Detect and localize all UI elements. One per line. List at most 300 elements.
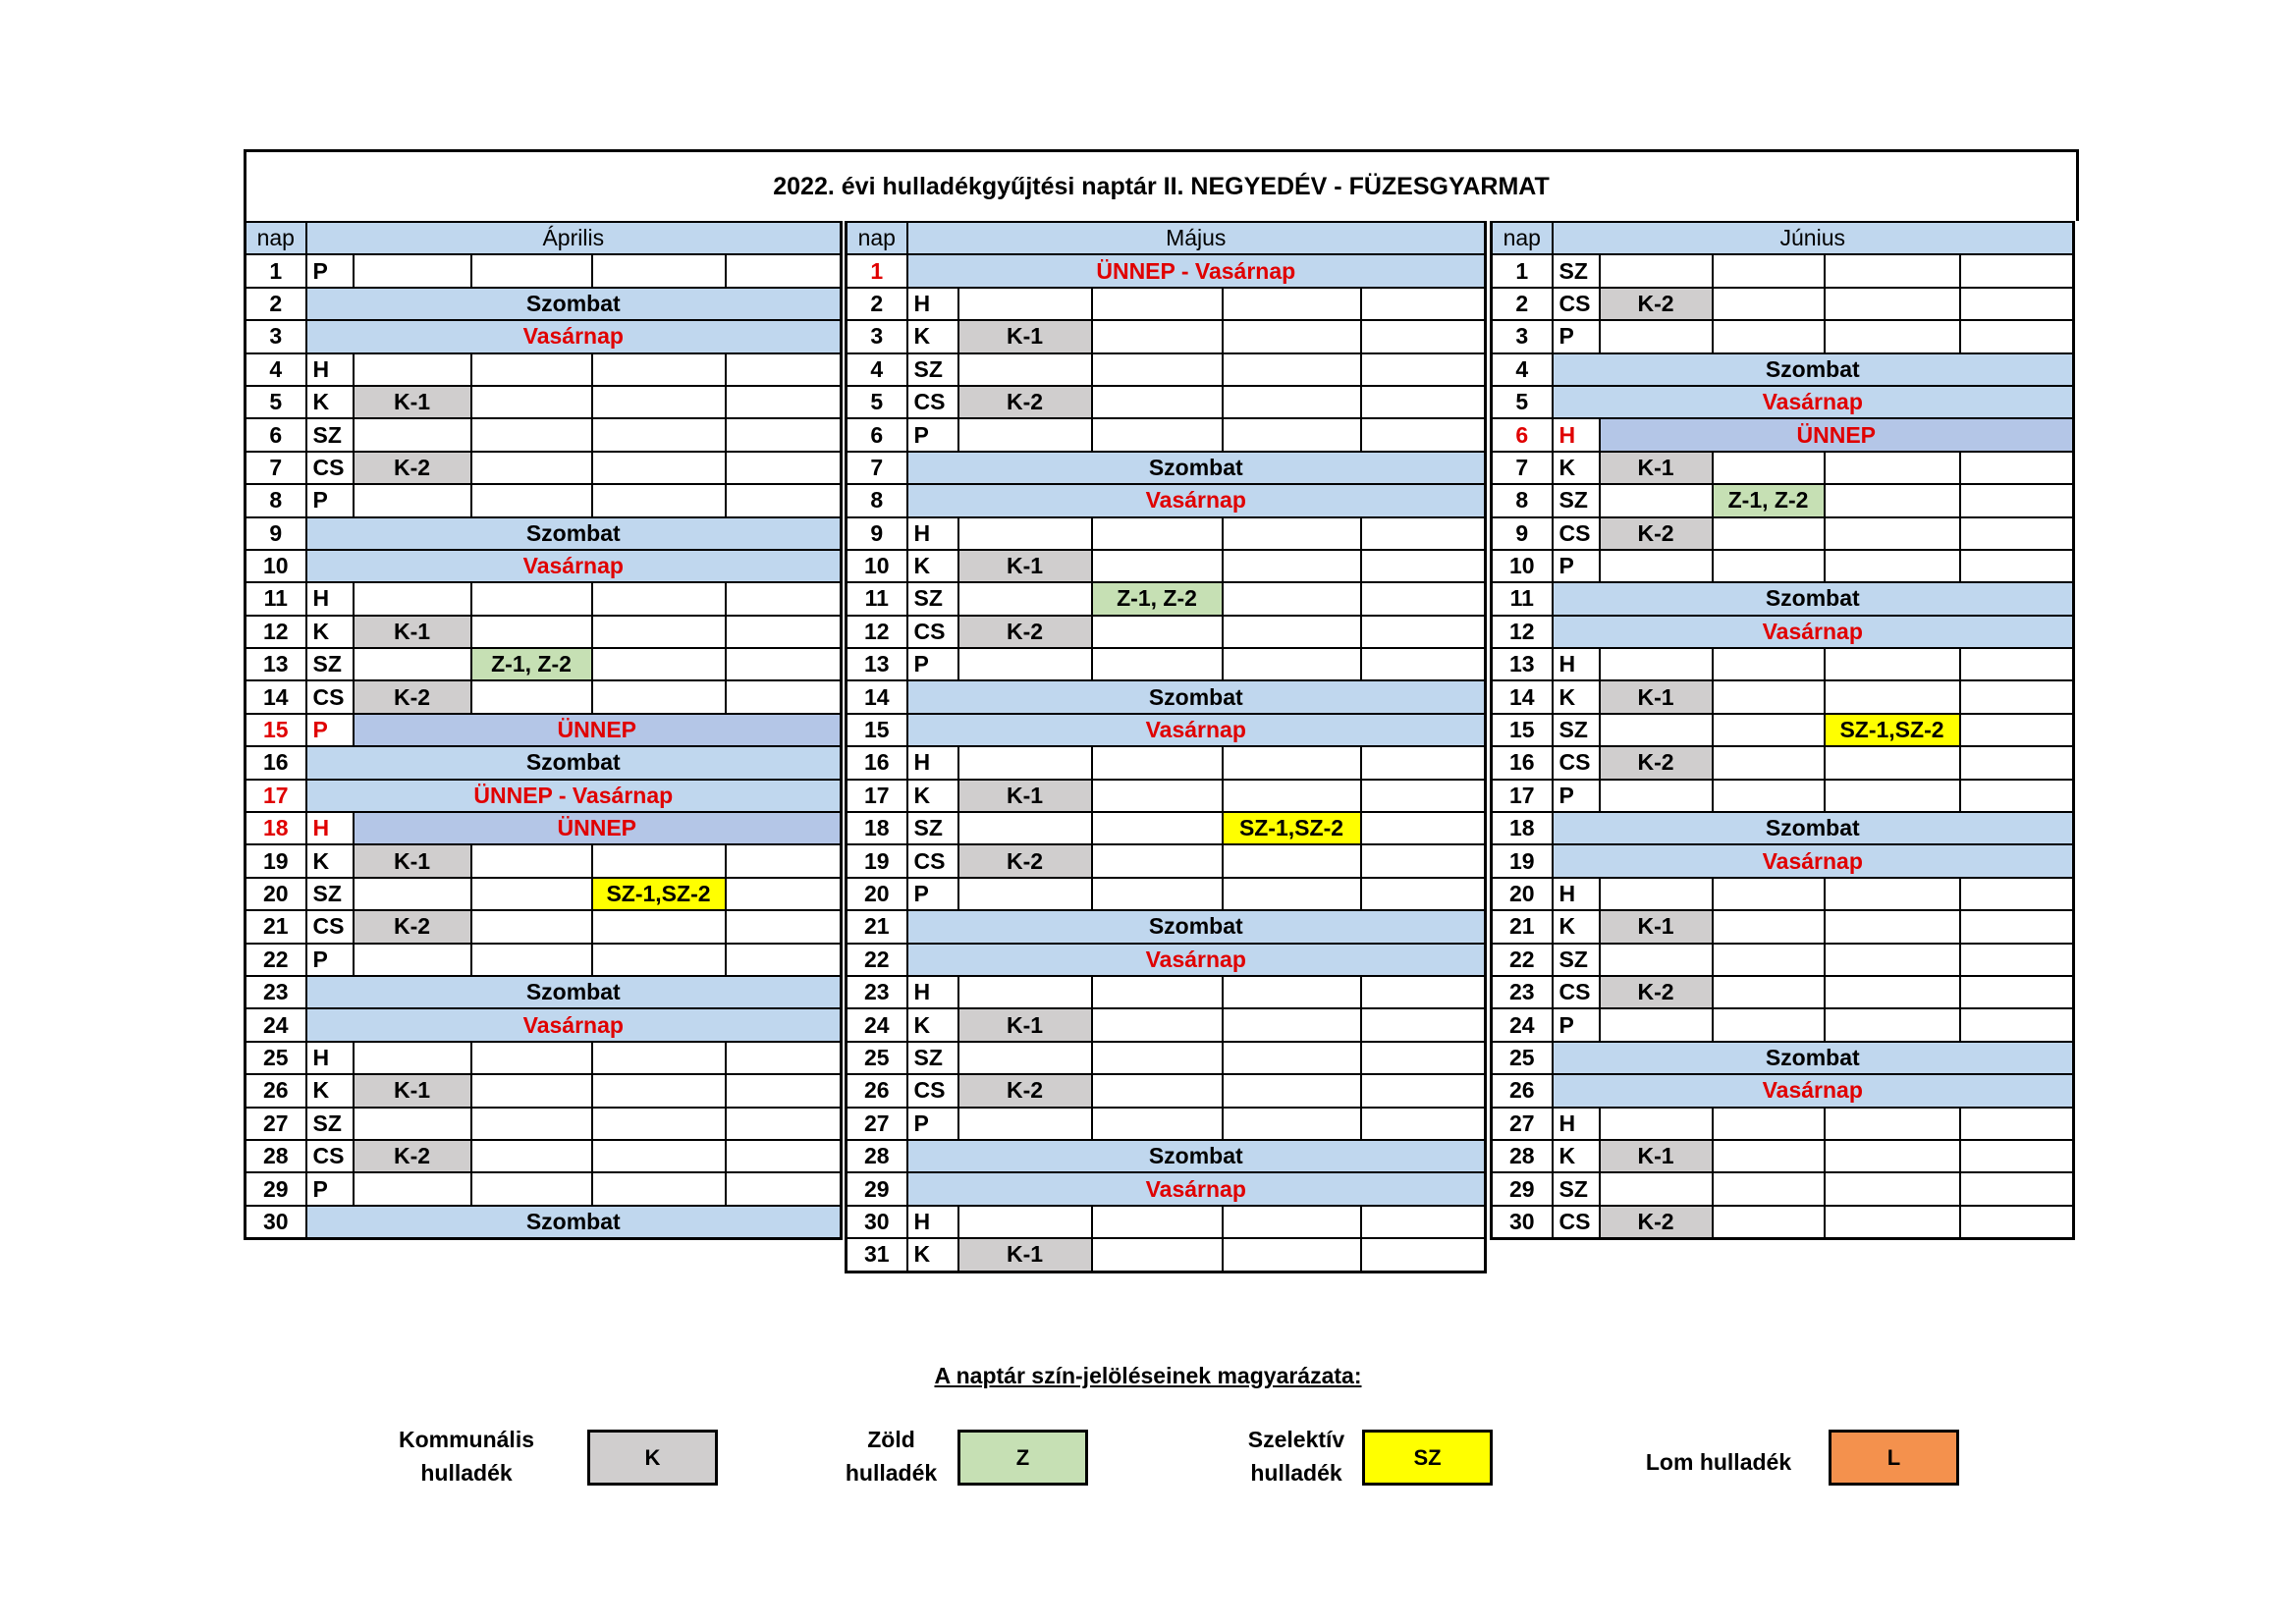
collection-k-cell bbox=[958, 812, 1092, 844]
collection-z-cell bbox=[1092, 648, 1223, 680]
collection-z-cell bbox=[471, 944, 592, 976]
collection-sz-cell bbox=[1223, 288, 1361, 320]
day-number: 17 bbox=[1492, 780, 1553, 812]
saturday-band: Szombat bbox=[306, 976, 842, 1008]
collection-k-cell: K-1 bbox=[354, 386, 471, 418]
collection-z-cell bbox=[471, 386, 592, 418]
day-number: 28 bbox=[1492, 1140, 1553, 1172]
weekday: SZ bbox=[306, 648, 354, 680]
empty-cell bbox=[726, 648, 842, 680]
day-number: 14 bbox=[1492, 680, 1553, 713]
day-row bbox=[246, 1108, 842, 1140]
weekday: SZ bbox=[1553, 944, 1600, 976]
collection-sz-cell bbox=[1825, 550, 1960, 582]
collection-k-cell: K-2 bbox=[958, 386, 1092, 418]
weekday: H bbox=[907, 517, 958, 550]
collection-sz-cell bbox=[592, 1042, 726, 1074]
day-row bbox=[246, 353, 842, 386]
day-number: 1 bbox=[847, 254, 907, 287]
day-number: 17 bbox=[246, 780, 306, 812]
day-number: 12 bbox=[1492, 616, 1553, 648]
empty-cell bbox=[726, 844, 842, 877]
day-number: 3 bbox=[1492, 320, 1553, 352]
collection-z-cell bbox=[1092, 550, 1223, 582]
collection-z-cell bbox=[1713, 517, 1825, 550]
sunday-band: Vasárnap bbox=[306, 550, 842, 582]
sunday-band: Vasárnap bbox=[1553, 386, 2074, 418]
day-number: 27 bbox=[246, 1108, 306, 1140]
empty-cell bbox=[726, 1172, 842, 1205]
empty-cell bbox=[726, 452, 842, 484]
collection-z-cell bbox=[1713, 910, 1825, 943]
collection-sz-cell bbox=[1223, 1238, 1361, 1272]
legend-label-szelektiv bbox=[1232, 1423, 1360, 1489]
day-row bbox=[847, 746, 1486, 779]
day-row bbox=[847, 320, 1486, 352]
collection-z-cell bbox=[1713, 452, 1825, 484]
day-number: 28 bbox=[847, 1140, 907, 1172]
collection-k-cell bbox=[354, 1172, 471, 1205]
day-number: 28 bbox=[246, 1140, 306, 1172]
weekday: SZ bbox=[1553, 714, 1600, 746]
weekday: CS bbox=[1553, 517, 1600, 550]
collection-z-cell bbox=[1092, 1206, 1223, 1238]
collection-sz-cell bbox=[1223, 353, 1361, 386]
legend-label-line1: Lom hulladék bbox=[1645, 1449, 1792, 1475]
day-number: 30 bbox=[847, 1206, 907, 1238]
day-row bbox=[1492, 320, 2074, 352]
collection-sz-cell bbox=[592, 1108, 726, 1140]
day-number: 11 bbox=[1492, 582, 1553, 615]
weekday: H bbox=[306, 353, 354, 386]
weekday: K bbox=[1553, 680, 1600, 713]
day-number: 10 bbox=[847, 550, 907, 582]
collection-sz-cell bbox=[1825, 878, 1960, 910]
day-number: 6 bbox=[847, 418, 907, 451]
collection-k-cell bbox=[958, 288, 1092, 320]
month-name: Június bbox=[1553, 222, 2074, 254]
legend-label-line2: hulladék bbox=[420, 1460, 513, 1486]
saturday-band: Szombat bbox=[1553, 582, 2074, 615]
collection-k-cell: K-1 bbox=[958, 550, 1092, 582]
collection-sz-cell bbox=[1223, 976, 1361, 1008]
collection-z-cell bbox=[1092, 517, 1223, 550]
day-number: 31 bbox=[847, 1238, 907, 1272]
collection-sz-cell bbox=[1223, 1074, 1361, 1107]
collection-z-cell bbox=[471, 1172, 592, 1205]
collection-k-cell bbox=[1600, 550, 1713, 582]
collection-k-cell: K-2 bbox=[958, 616, 1092, 648]
collection-sz-cell bbox=[1825, 910, 1960, 943]
collection-z-cell: Z-1, Z-2 bbox=[1092, 582, 1223, 615]
empty-cell bbox=[1361, 353, 1486, 386]
collection-z-cell bbox=[1713, 550, 1825, 582]
collection-sz-cell bbox=[1223, 648, 1361, 680]
empty-cell bbox=[1960, 288, 2074, 320]
collection-sz-cell bbox=[592, 1074, 726, 1107]
day-number: 19 bbox=[246, 844, 306, 877]
day-row bbox=[1492, 418, 2074, 451]
collection-k-cell: K-2 bbox=[354, 452, 471, 484]
saturday-band: Szombat bbox=[1553, 1042, 2074, 1074]
collection-sz-cell bbox=[1223, 320, 1361, 352]
collection-z-cell bbox=[471, 452, 592, 484]
collection-z-cell bbox=[1713, 1108, 1825, 1140]
empty-cell bbox=[1361, 288, 1486, 320]
collection-k-cell bbox=[958, 746, 1092, 779]
day-number: 16 bbox=[246, 746, 306, 779]
day-row bbox=[246, 1008, 842, 1041]
sunday-band: Vasárnap bbox=[1553, 844, 2074, 877]
empty-cell bbox=[726, 254, 842, 287]
empty-cell bbox=[726, 418, 842, 451]
saturday-band: Szombat bbox=[306, 288, 842, 320]
collection-sz-cell bbox=[1825, 1108, 1960, 1140]
empty-cell bbox=[1960, 910, 2074, 943]
collection-k-cell bbox=[354, 582, 471, 615]
empty-cell bbox=[1361, 320, 1486, 352]
nap-header: nap bbox=[1492, 222, 1553, 254]
day-number: 12 bbox=[246, 616, 306, 648]
sunday-band: Vasárnap bbox=[907, 944, 1486, 976]
collection-k-cell: K-2 bbox=[958, 1074, 1092, 1107]
weekday: H bbox=[907, 976, 958, 1008]
collection-k-cell: K-2 bbox=[958, 844, 1092, 877]
day-row bbox=[1492, 714, 2074, 746]
collection-k-cell: K-1 bbox=[1600, 1140, 1713, 1172]
holiday-band: ÜNNEP bbox=[1600, 418, 2074, 451]
collection-sz-cell bbox=[1223, 746, 1361, 779]
day-number: 25 bbox=[246, 1042, 306, 1074]
sunday-band: Vasárnap bbox=[306, 1008, 842, 1041]
saturday-band: Szombat bbox=[907, 1140, 1486, 1172]
empty-cell bbox=[1361, 746, 1486, 779]
weekday: SZ bbox=[306, 1108, 354, 1140]
collection-z-cell bbox=[1713, 254, 1825, 287]
empty-cell bbox=[726, 910, 842, 943]
collection-k-cell: K-1 bbox=[354, 844, 471, 877]
empty-cell bbox=[726, 878, 842, 910]
collection-k-cell bbox=[958, 1206, 1092, 1238]
day-row bbox=[1492, 582, 2074, 615]
day-number: 16 bbox=[847, 746, 907, 779]
day-row bbox=[1492, 1008, 2074, 1041]
collection-k-cell: K-1 bbox=[958, 1008, 1092, 1041]
collection-k-cell bbox=[958, 878, 1092, 910]
day-row bbox=[246, 714, 842, 746]
sunday-band: Vasárnap bbox=[907, 1172, 1486, 1205]
day-row bbox=[1492, 288, 2074, 320]
legend-title: A naptár szín-jelöléseinek magyarázata: bbox=[934, 1363, 1362, 1388]
weekday: P bbox=[907, 878, 958, 910]
weekday: P bbox=[306, 1172, 354, 1205]
collection-z-cell bbox=[471, 616, 592, 648]
day-number: 2 bbox=[1492, 288, 1553, 320]
weekday: P bbox=[306, 484, 354, 516]
day-number: 10 bbox=[1492, 550, 1553, 582]
nap-header: nap bbox=[847, 222, 907, 254]
day-number: 8 bbox=[246, 484, 306, 516]
collection-k-cell: K-1 bbox=[1600, 910, 1713, 943]
collection-z-cell bbox=[471, 353, 592, 386]
collection-k-cell: K-2 bbox=[354, 1140, 471, 1172]
weekday: P bbox=[907, 1108, 958, 1140]
collection-z-cell bbox=[471, 844, 592, 877]
saturday-band: Szombat bbox=[1553, 812, 2074, 844]
empty-cell bbox=[1361, 517, 1486, 550]
collection-z-cell bbox=[1713, 746, 1825, 779]
collection-sz-cell bbox=[1223, 616, 1361, 648]
day-row bbox=[847, 944, 1486, 976]
day-number: 21 bbox=[246, 910, 306, 943]
day-row bbox=[246, 844, 842, 877]
day-number: 7 bbox=[1492, 452, 1553, 484]
day-row bbox=[1492, 944, 2074, 976]
collection-z-cell bbox=[1092, 844, 1223, 877]
weekday: H bbox=[907, 746, 958, 779]
day-row bbox=[847, 1172, 1486, 1205]
day-number: 13 bbox=[847, 648, 907, 680]
day-row bbox=[246, 550, 842, 582]
day-number: 6 bbox=[246, 418, 306, 451]
day-row bbox=[1492, 616, 2074, 648]
day-number: 29 bbox=[246, 1172, 306, 1205]
legend-label-line2: hulladék bbox=[1250, 1460, 1342, 1486]
empty-cell bbox=[1960, 320, 2074, 352]
collection-z-cell bbox=[1092, 418, 1223, 451]
weekday: K bbox=[306, 844, 354, 877]
collection-k-cell: K-2 bbox=[354, 910, 471, 943]
weekday: K bbox=[1553, 452, 1600, 484]
collection-k-cell bbox=[354, 1042, 471, 1074]
weekday: H bbox=[1553, 1108, 1600, 1140]
weekday: K bbox=[907, 320, 958, 352]
empty-cell bbox=[1361, 550, 1486, 582]
collection-k-cell bbox=[958, 418, 1092, 451]
collection-sz-cell bbox=[1223, 582, 1361, 615]
day-row bbox=[246, 780, 842, 812]
day-row bbox=[1492, 550, 2074, 582]
collection-k-cell bbox=[1600, 648, 1713, 680]
nap-header: nap bbox=[246, 222, 306, 254]
day-number: 26 bbox=[246, 1074, 306, 1107]
collection-sz-cell bbox=[1825, 1140, 1960, 1172]
empty-cell bbox=[726, 484, 842, 516]
collection-k-cell: K-2 bbox=[1600, 517, 1713, 550]
empty-cell bbox=[726, 1074, 842, 1107]
weekday: H bbox=[907, 1206, 958, 1238]
day-row bbox=[847, 1108, 1486, 1140]
day-row bbox=[246, 418, 842, 451]
collection-k-cell: K-2 bbox=[1600, 746, 1713, 779]
day-row bbox=[847, 1206, 1486, 1238]
day-row bbox=[847, 288, 1486, 320]
collection-z-cell bbox=[471, 582, 592, 615]
day-row bbox=[246, 616, 842, 648]
day-row bbox=[1492, 746, 2074, 779]
day-number: 5 bbox=[246, 386, 306, 418]
collection-sz-cell bbox=[1223, 844, 1361, 877]
empty-cell bbox=[726, 1042, 842, 1074]
collection-z-cell bbox=[1092, 1008, 1223, 1041]
day-number: 30 bbox=[1492, 1206, 1553, 1239]
weekday: K bbox=[907, 780, 958, 812]
day-row bbox=[847, 812, 1486, 844]
collection-sz-cell bbox=[1223, 418, 1361, 451]
collection-sz-cell bbox=[592, 386, 726, 418]
month-header bbox=[1492, 222, 2074, 254]
weekday: CS bbox=[306, 1140, 354, 1172]
empty-cell bbox=[1960, 484, 2074, 516]
empty-cell bbox=[1960, 680, 2074, 713]
day-row bbox=[246, 288, 842, 320]
collection-sz-cell bbox=[592, 844, 726, 877]
collection-z-cell bbox=[1092, 1238, 1223, 1272]
weekday: SZ bbox=[306, 418, 354, 451]
collection-z-cell bbox=[1713, 288, 1825, 320]
empty-cell bbox=[1361, 1206, 1486, 1238]
day-row bbox=[847, 1074, 1486, 1107]
collection-z-cell bbox=[1713, 1172, 1825, 1205]
empty-cell bbox=[1361, 1108, 1486, 1140]
day-number: 11 bbox=[246, 582, 306, 615]
day-number: 18 bbox=[246, 812, 306, 844]
weekday: P bbox=[907, 418, 958, 451]
empty-cell bbox=[726, 582, 842, 615]
collection-sz-cell bbox=[592, 1172, 726, 1205]
day-row bbox=[847, 910, 1486, 943]
calendar-title: 2022. évi hulladékgyűjtési naptár II. NEGYEDÉV - FÜZESGYARMAT bbox=[244, 149, 2079, 221]
day-number: 15 bbox=[246, 714, 306, 746]
day-number: 14 bbox=[847, 680, 907, 713]
day-number: 1 bbox=[246, 254, 306, 287]
day-number: 9 bbox=[847, 517, 907, 550]
day-number: 4 bbox=[1492, 353, 1553, 386]
day-number: 1 bbox=[1492, 254, 1553, 287]
weekday: CS bbox=[306, 910, 354, 943]
day-number: 8 bbox=[1492, 484, 1553, 516]
collection-k-cell bbox=[958, 1042, 1092, 1074]
day-row bbox=[1492, 812, 2074, 844]
collection-sz-cell bbox=[1223, 1042, 1361, 1074]
collection-k-cell bbox=[958, 1108, 1092, 1140]
day-row bbox=[847, 648, 1486, 680]
collection-z-cell bbox=[1713, 976, 1825, 1008]
collection-sz-cell bbox=[1223, 550, 1361, 582]
month-header bbox=[246, 222, 842, 254]
empty-cell bbox=[1960, 746, 2074, 779]
collection-sz-cell: SZ-1,SZ-2 bbox=[1223, 812, 1361, 844]
day-number: 16 bbox=[1492, 746, 1553, 779]
day-row bbox=[1492, 1206, 2074, 1239]
weekday: K bbox=[306, 386, 354, 418]
collection-z-cell bbox=[1713, 944, 1825, 976]
collection-z-cell bbox=[471, 1140, 592, 1172]
day-row bbox=[1492, 1172, 2074, 1205]
day-row bbox=[1492, 910, 2074, 943]
collection-k-cell bbox=[958, 976, 1092, 1008]
collection-sz-cell bbox=[1825, 288, 1960, 320]
empty-cell bbox=[726, 944, 842, 976]
collection-z-cell bbox=[471, 680, 592, 713]
day-row bbox=[1492, 878, 2074, 910]
collection-k-cell: K-1 bbox=[1600, 680, 1713, 713]
empty-cell bbox=[1361, 780, 1486, 812]
collection-sz-cell bbox=[1223, 1206, 1361, 1238]
collection-sz-cell bbox=[1825, 452, 1960, 484]
day-number: 26 bbox=[1492, 1074, 1553, 1107]
empty-cell bbox=[1960, 1206, 2074, 1239]
empty-cell bbox=[1960, 517, 2074, 550]
collection-z-cell bbox=[1092, 1074, 1223, 1107]
day-row bbox=[847, 878, 1486, 910]
empty-cell bbox=[1361, 812, 1486, 844]
weekday: P bbox=[1553, 1008, 1600, 1041]
day-row bbox=[246, 648, 842, 680]
empty-cell bbox=[726, 353, 842, 386]
day-row bbox=[847, 844, 1486, 877]
day-row bbox=[246, 254, 842, 287]
day-row bbox=[847, 550, 1486, 582]
empty-cell bbox=[1361, 616, 1486, 648]
collection-sz-cell bbox=[1825, 517, 1960, 550]
collection-sz-cell bbox=[1825, 1172, 1960, 1205]
day-number: 12 bbox=[847, 616, 907, 648]
collection-k-cell: K-1 bbox=[354, 616, 471, 648]
collection-z-cell bbox=[471, 878, 592, 910]
collection-z-cell bbox=[471, 1074, 592, 1107]
sunday-band: Vasárnap bbox=[907, 714, 1486, 746]
collection-z-cell bbox=[1092, 1042, 1223, 1074]
empty-cell bbox=[1960, 452, 2074, 484]
day-number: 4 bbox=[847, 353, 907, 386]
day-row bbox=[847, 616, 1486, 648]
day-number: 21 bbox=[847, 910, 907, 943]
empty-cell bbox=[1960, 1172, 2074, 1205]
day-number: 19 bbox=[1492, 844, 1553, 877]
empty-cell bbox=[1960, 648, 2074, 680]
collection-sz-cell bbox=[1825, 254, 1960, 287]
day-row bbox=[1492, 1140, 2074, 1172]
collection-sz-cell bbox=[1223, 517, 1361, 550]
collection-k-cell: K-1 bbox=[1600, 452, 1713, 484]
collection-z-cell bbox=[1092, 976, 1223, 1008]
collection-k-cell bbox=[1600, 484, 1713, 516]
collection-z-cell bbox=[471, 1042, 592, 1074]
day-row bbox=[1492, 648, 2074, 680]
collection-sz-cell bbox=[1825, 484, 1960, 516]
day-row bbox=[847, 418, 1486, 451]
collection-z-cell bbox=[1092, 812, 1223, 844]
day-row bbox=[847, 976, 1486, 1008]
empty-cell bbox=[1960, 714, 2074, 746]
collection-z-cell bbox=[1713, 1206, 1825, 1239]
day-number: 6 bbox=[1492, 418, 1553, 451]
collection-z-cell bbox=[471, 254, 592, 287]
weekday: CS bbox=[1553, 288, 1600, 320]
weekday: P bbox=[1553, 550, 1600, 582]
weekday: SZ bbox=[907, 582, 958, 615]
day-number: 7 bbox=[246, 452, 306, 484]
weekday: K bbox=[907, 1008, 958, 1041]
weekday: K bbox=[306, 616, 354, 648]
empty-cell bbox=[726, 680, 842, 713]
saturday-band: Szombat bbox=[907, 910, 1486, 943]
day-row bbox=[1492, 1108, 2074, 1140]
weekday: K bbox=[1553, 910, 1600, 943]
day-number: 15 bbox=[847, 714, 907, 746]
collection-k-cell bbox=[354, 484, 471, 516]
